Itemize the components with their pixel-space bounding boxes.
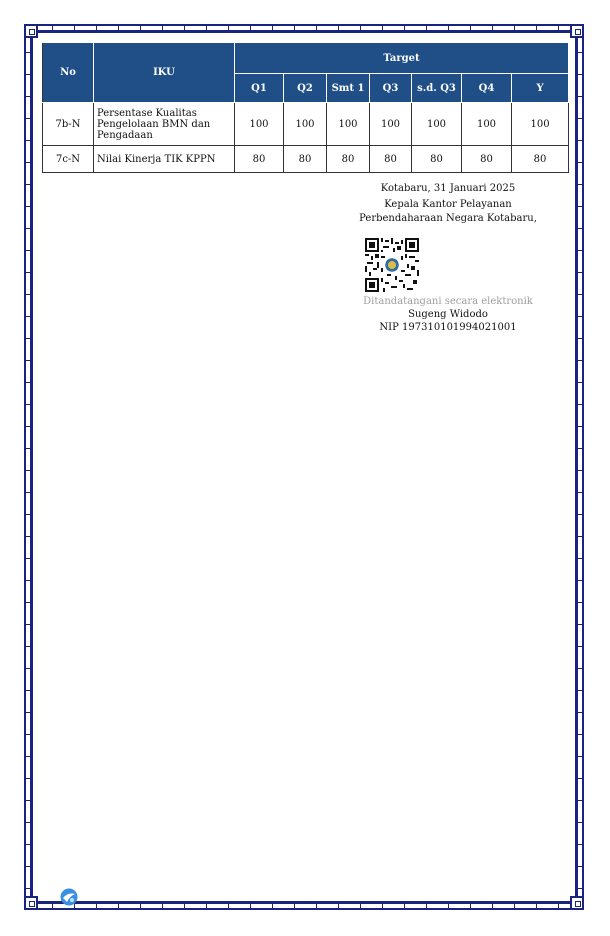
cell-value: 80	[512, 146, 569, 173]
cell-value: 80	[327, 146, 370, 173]
border-corner-top-right	[570, 24, 584, 38]
cell-iku-line: Pengadaan	[97, 129, 153, 141]
cell-iku-line: Persentase Kualitas	[97, 107, 197, 119]
page-border-ticks-right	[578, 30, 584, 904]
header-iku: IKU	[94, 43, 235, 103]
cell-iku-line: Nilai Kinerja TIK KPPN	[97, 153, 216, 165]
cell-value: 100	[370, 103, 412, 146]
header-period: Q3	[370, 74, 412, 103]
signature-position-line-2: Perbendaharaan Negara Kotabaru,	[359, 213, 537, 224]
header-period: Q1	[235, 74, 284, 103]
signatory-nip: NIP 197310101994021001	[379, 322, 517, 333]
header-period: Q2	[284, 74, 327, 103]
page-border-ticks-bottom	[30, 904, 578, 910]
cell-value: 80	[462, 146, 512, 173]
cell-no: 7c-N	[43, 146, 94, 173]
cell-iku-line: Pengelolaan BMN dan	[97, 118, 211, 130]
cell-no: 7b-N	[43, 103, 94, 146]
signature-position-line-1: Kepala Kantor Pelayanan	[384, 199, 512, 210]
table-header-row-1	[43, 43, 569, 74]
e-office-logo-icon	[60, 888, 78, 906]
header-period: Q4	[462, 74, 512, 103]
cell-value: 100	[327, 103, 370, 146]
header-period: s.d. Q3	[412, 74, 462, 103]
header-no: No	[43, 43, 94, 103]
cell-value: 80	[284, 146, 327, 173]
cell-value: 100	[235, 103, 284, 146]
table-row	[43, 103, 569, 146]
cell-value: 80	[412, 146, 462, 173]
qr-code-icon	[365, 238, 419, 292]
cell-iku	[94, 146, 235, 173]
border-corner-bottom-left	[24, 896, 38, 910]
border-corner-bottom-right	[570, 896, 584, 910]
header-period: Y	[512, 74, 569, 103]
cell-value: 100	[412, 103, 462, 146]
signatory-name: Sugeng Widodo	[408, 309, 488, 320]
cell-value: 100	[462, 103, 512, 146]
cell-value: 80	[370, 146, 412, 173]
cell-value: 80	[235, 146, 284, 173]
cell-iku	[94, 103, 235, 146]
border-corner-top-left	[24, 24, 38, 38]
header-target: Target	[235, 43, 569, 74]
cell-value: 100	[284, 103, 327, 146]
header-period: Smt 1	[327, 74, 370, 103]
cell-value: 100	[512, 103, 569, 146]
esign-note: Ditandatangani secara elektronik	[363, 296, 533, 307]
table-row	[43, 146, 569, 173]
signature-place-date: Kotabaru, 31 Januari 2025	[380, 183, 516, 194]
iku-target-table	[42, 42, 569, 173]
